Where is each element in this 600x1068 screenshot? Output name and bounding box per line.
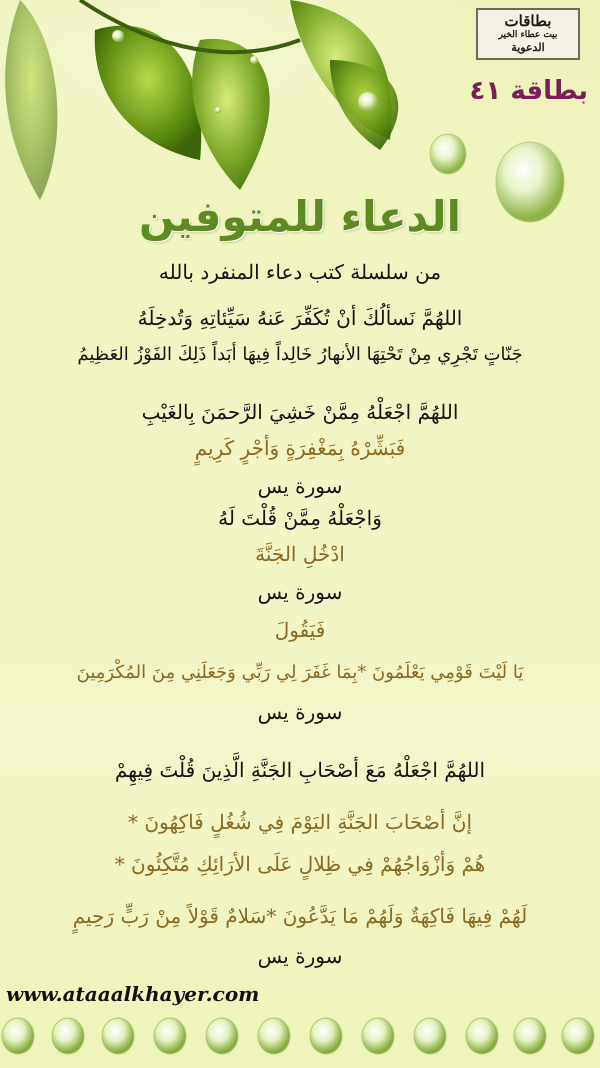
verse-line: ادْخُلِ الجَنَّةَ [255, 542, 345, 566]
verse-line: فَبَشِّرْهُ بِمَغْفِرَةٍ وَأجْرٍ كَرِيمٍ [194, 436, 406, 460]
surah-reference: سورة يس [257, 944, 343, 968]
surah-reference: سورة يس [257, 474, 343, 498]
publisher-badge [476, 8, 580, 60]
water-drops-decoration [0, 1008, 600, 1068]
badge-line-1: بطاقات [504, 12, 552, 30]
website-link[interactable]: www.ataaalkhayer.com [6, 982, 260, 1006]
badge-line-3: الدعوية [511, 41, 545, 54]
page-title: الدعاء للمتوفين [139, 192, 461, 241]
verse-line: فَيَقُولَ [274, 618, 326, 642]
card-number: بطاقة ٤١ [469, 76, 588, 106]
prayer-line: اللهُمَّ نَسألُكَ أنْ تُكَفِّرَ عَنهُ سَيِّئاتِهِ وَتُدخِلَهُ [137, 306, 463, 330]
prayer-line: اللهُمَّ اجْعَلْهُ مَعَ أصْحَابِ الجَنَّةِ الَّذِينَ قُلْتَ فِيهِمْ [114, 758, 486, 782]
verse-line: يَا لَيْتَ قَوْمِي يَعْلَمُونَ *بِمَا غَفَرَ لِي رَبِّي وَجَعَلَنِي مِنَ المُكْرَمِينَ [76, 662, 524, 683]
prayer-line: وَاجْعَلْهُ مِمَّنْ قُلْتَ لَهُ [218, 506, 382, 530]
prayer-line: اللهُمَّ اجْعَلْهُ مِمَّنْ خَشِيَ الرَّحمَنَ بِالغَيْبِ [141, 400, 459, 424]
verse-line: هُمْ وَأزْوَاجُهُمْ فِي ظِلالٍ عَلَى الأرَائِكِ مُتَّكِئُونَ * [114, 852, 486, 876]
prayer-line: جَنّاتٍ تَجْرِي مِنْ تَحْتِهَا الأنهارُ خَالِداً فِيهَا أبَداً ذَلِكَ الفَوْزُ العَظِيمُ [77, 344, 523, 365]
verse-line: إنَّ أصْحَابَ الجَنَّةِ اليَوْمَ فِي شُغُلٍ فَاكِهُونَ * [127, 810, 473, 834]
badge-line-2: بيت عطاء الخير [498, 30, 558, 40]
surah-reference: سورة يس [257, 700, 343, 724]
surah-reference: سورة يس [257, 580, 343, 604]
subtitle: من سلسلة كتب دعاء المنفرد بالله [158, 260, 442, 284]
verse-line: لَهُمْ فِيهَا فَاكِهَةٌ وَلَهُمْ مَا يَدَّعُونَ *سَلامٌ قَوْلاً مِنْ رَبٍّ رَحِيمٍ [72, 904, 528, 928]
